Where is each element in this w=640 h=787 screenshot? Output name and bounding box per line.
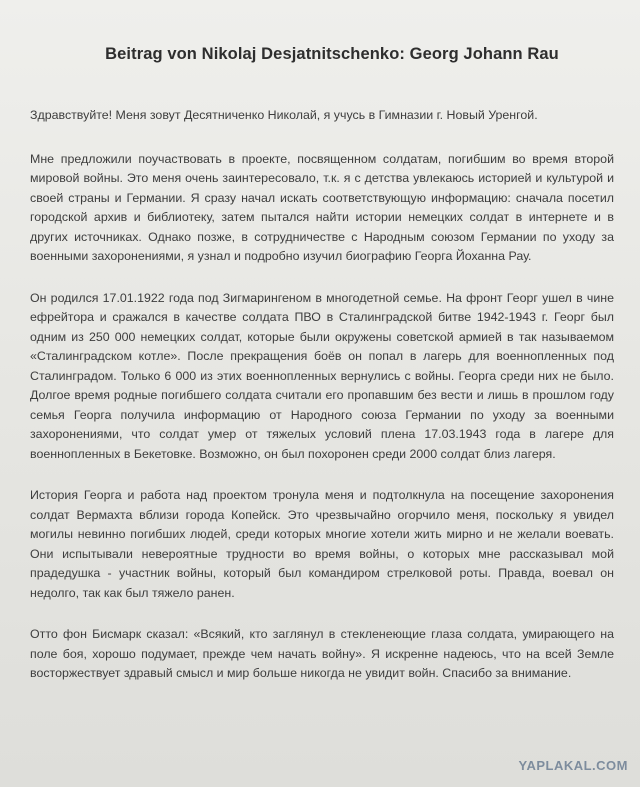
document-title: Beitrag von Nikolaj Desjatnitschenko: Georg Johann Rau bbox=[105, 45, 559, 63]
paragraph-project: Мне предложили поучаствовать в проекте, посвященном солдатам, погибшим во время второй мировой войны. Это меня очень заинтересовало, т.к. я с детства увлекаюсь историей и культурой и своей страны и Германии. Я сразу начал искать соответствующую информацию: сначала посетил городской архив и библиотеку, затем пытался найти истории немецких солдат в интернете и в других источниках. Однако позже, в сотрудничестве с Народным союзом Германии по уходу за военными захоронениями, я узнал и подробно изучил биографию Георга Йоханна Рау. bbox=[30, 151, 614, 263]
site-watermark: YAPLAKAL.COM bbox=[518, 758, 628, 773]
paragraph-greeting: Здравствуйте! Меня зовут Десятниченко Николай, я учусь в Гимназии г. Новый Уренгой. bbox=[30, 108, 538, 122]
paragraph-biography: Он родился 17.01.1922 года под Зигмарингеном в многодетной семье. На фронт Георг ушел в чине ефрейтора и сражался в качестве солдата ПВО в Сталинградской битве 1942-1943 г. Георг был одним из 250 000 немецких солдат, которые были окружены советской армией в так называемом «Сталинградском котле». После прекращения боёв он попал в лагерь для военнопленных под Сталинградом. Только 6 000 из этих военнопленных вернулись с войны. Георга среди них не было. Долгое время родные погибшего солдата считали его пропавшим без вести и лишь в прошлом году семья Георга получила информацию от Народного союза Германии по уходу за военными захоронениями, что солдат умер от тяжелых условий плена 17.03.1943 года в лагере для военнопленных в Бекетовке. Возможно, он был похоронен среди 2000 солдат близ лагеря. bbox=[30, 290, 614, 461]
paragraph-closing: Отто фон Бисмарк сказал: «Всякий, кто заглянул в стекленеющие глаза солдата, умирающего на поле боя, хорошо подумает, прежде чем начать войну». Я искренне надеюсь, что на всей Земле восторжествует здравый смысл и мир больше никогда не увидит войн. Спасибо за внимание. bbox=[30, 627, 614, 680]
paragraph-visit: История Георга и работа над проектом тронула меня и подтолкнула на посещение захоронения солдат Вермахта вблизи города Копейск. Это чрезвычайно огорчило меня, поскольку я увидел могилы невинно погибших людей, среди которых многие хотели жить мирно и не желали воевать. Они испытывали невероятные трудности во время войны, о которых мне рассказывал мой прадедушка - участник войны, который был командиром стрелковой роты. Правда, воевал он недолго, так как был тяжело ранен. bbox=[30, 488, 614, 600]
